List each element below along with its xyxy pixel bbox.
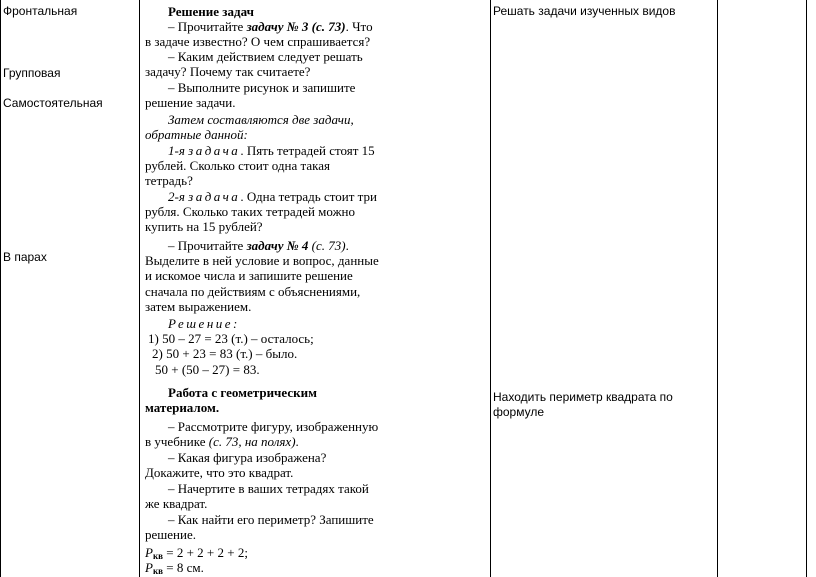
text-line: сначала по действиям с объяснениями, [145, 284, 361, 299]
text-line: решение задачи. [145, 95, 236, 110]
table-border-col4 [717, 0, 718, 577]
text-line: решение. [145, 527, 196, 542]
text-line: – Выполните рисунок и запишите [168, 80, 356, 95]
table-border-right [806, 0, 807, 577]
text-line: обратные данной: [145, 127, 248, 142]
solution-label: Решение: [168, 316, 240, 331]
work-form-independent: Самостоятельная [3, 96, 103, 110]
table-border-col2 [139, 0, 140, 577]
text-line: тетрадь? [145, 173, 193, 188]
perimeter-result: $P_{кв} = 8$ см. [145, 560, 204, 576]
goal-square-perimeter: формуле [493, 405, 545, 419]
text-line: 2-я задача. Одна тетрадь стоит три [168, 189, 377, 204]
text-line: – Как найти его периметр? Запишите [168, 512, 374, 527]
text-line: 1-я задача. Пять тетрадей стоят 15 [168, 143, 375, 158]
text-line: рубля. Сколько таких тетрадей можно [145, 204, 356, 219]
goal-square-perimeter: Находить периметр квадрата по [493, 390, 673, 404]
text-line: в учебнике (с. 73, на полях). [145, 434, 299, 449]
text-line: Докажите, что это квадрат. [145, 465, 294, 480]
text-line: – Каким действием следует решать [168, 49, 363, 64]
text-line: рублей. Сколько стоит одна такая [145, 158, 331, 173]
text-line: Выделите в ней условие и вопрос, данные [145, 253, 379, 268]
goal-solve-problems: Решать задачи изученных видов [493, 4, 676, 18]
text-line: – Начертите в ваших тетрадях такой [168, 481, 369, 496]
section-heading-geometry: материалом. [145, 400, 220, 415]
text-line: задачу? Почему так считаете? [145, 64, 311, 79]
text-line: и искомое числа и запишите решение [145, 268, 353, 283]
text-line: Затем составляются две задачи, [168, 112, 354, 127]
section-heading-problems: Решение задач [168, 4, 254, 19]
text-line: в задаче известно? О чем спрашивается? [145, 34, 371, 49]
solution-step: 2) 50 + 23 = 83 (т.) – было. [152, 346, 298, 361]
text-line: – Рассмотрите фигуру, изображенную [168, 419, 379, 434]
section-heading-geometry: Работа с геометрическим [168, 385, 317, 400]
text-line: – Прочитайте задачу № 4 (с. 73). [168, 238, 349, 253]
table-border-left [0, 0, 1, 577]
text-line: – Прочитайте задачу № 3 (с. 73). Что [168, 19, 373, 34]
text-line: купить на 15 рублей? [145, 219, 263, 234]
solution-step: 1) 50 – 27 = 23 (т.) – осталось; [148, 331, 314, 346]
perimeter-formula: $P_{кв} = 2 + 2 + 2 + 2$; [145, 545, 248, 561]
solution-expression: 50 + (50 – 27) = 83. [155, 362, 260, 377]
table-border-col3 [490, 0, 491, 577]
text-line: – Какая фигура изображена? [168, 450, 327, 465]
work-form-pairs: В парах [3, 250, 47, 264]
text-line: же квадрат. [145, 496, 208, 511]
work-form-group: Групповая [3, 66, 61, 80]
text-line: затем выражением. [145, 299, 252, 314]
work-form-frontal: Фронтальная [3, 4, 78, 18]
